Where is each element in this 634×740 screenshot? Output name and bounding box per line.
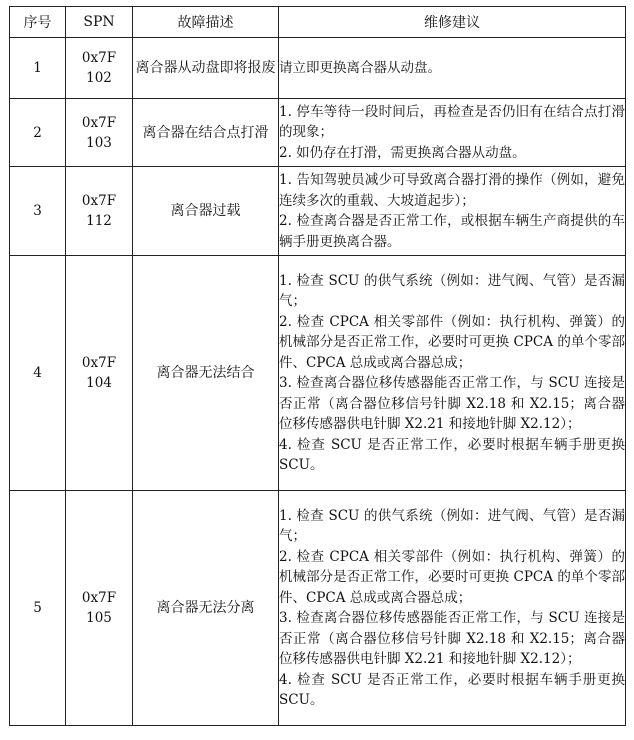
row-description: 离合器从动盘即将报废 [133,38,279,99]
advice-line: 1. 停车等待一段时间后，再检查是否仍旧有在结合点打滑的现象； [279,103,625,141]
fault-code-table [9,6,626,726]
spn-code: 105 [86,610,112,626]
spn-code: 112 [86,213,112,229]
row-advice [279,99,626,167]
row-spn [66,491,133,726]
spn-code: 103 [86,134,112,151]
row-description: 离合器无法结合 [133,256,279,491]
advice-line: 请立即更换离合器从动盘。 [279,59,441,76]
advice-line: 3. 检查离合器位移传感器能否正常工作，与 SCU 连接是否正常（离合器位移信号针脚 X2.18 和 X2.15；离合器位移传感器供电针脚 X2.21 和接地针脚 X2.12）； [279,610,625,667]
row-advice [279,167,626,256]
spn-prefix: 0x7F [81,193,117,209]
table-row [10,38,626,99]
header-description: 故障描述 [133,7,279,38]
table-row [10,491,626,726]
spn-prefix: 0x7F [81,590,117,606]
header-spn: SPN [66,7,133,38]
row-description: 离合器过载 [133,167,279,256]
advice-line: 1. 检查 SCU 的供气系统（例如：进气阀、气管）是否漏气； [279,272,625,309]
row-index: 4 [10,256,66,491]
advice-line: 4. 检查 SCU 是否正常工作，必要时根据车辆手册更换 SCU。 [279,436,625,473]
spn-prefix: 0x7F [81,114,117,131]
row-advice [279,38,626,99]
row-spn [66,167,133,256]
advice-line: 2. 检查 CPCA 相关零部件（例如：执行机构、弹簧）的机械部分是否正常工作，必要时可更换 CPCA 的单个零部件、CPCA 总成或离合器总成； [279,548,625,606]
row-description: 离合器无法分离 [133,491,279,726]
row-advice [279,491,626,726]
advice-line: 1. 告知驾驶员减少可导致离合器打滑的操作（例如，避免连续多次的重载、大坡道起步）； [279,172,625,209]
advice-line: 3. 检查离合器位移传感器能否正常工作，与 SCU 连接是否正常（离合器位移信号针脚 X2.18 和 X2.15；离合器位移传感器供电针脚 X2.21 和接地针脚 X2.12）； [279,375,625,432]
advice-line: 4. 检查 SCU 是否正常工作，必要时根据车辆手册更换 SCU。 [279,671,625,708]
row-spn [66,99,133,167]
row-spn [66,38,133,99]
table-row [10,99,626,167]
header-index: 序号 [10,7,66,38]
table-row [10,167,626,256]
row-description: 离合器在结合点打滑 [133,99,279,167]
row-index: 1 [10,38,66,99]
advice-line: 1. 检查 SCU 的供气系统（例如：进气阀、气管）是否漏气； [279,507,625,544]
advice-line: 2. 检查离合器是否正常工作，或根据车辆生产商提供的车辆手册更换离合器。 [279,213,625,250]
row-spn [66,256,133,491]
row-advice [279,256,626,491]
table-row [10,256,626,491]
row-index: 2 [10,99,66,167]
header-advice: 维修建议 [279,7,626,38]
row-index: 3 [10,167,66,256]
spn-prefix: 0x7F [81,355,117,371]
spn-prefix: 0x7F [81,50,117,66]
advice-line: 2. 检查 CPCA 相关零部件（例如：执行机构、弹簧）的机械部分是否正常工作，必要时可更换 CPCA 的单个零部件、CPCA 总成或离合器总成； [279,313,625,371]
advice-line: 2. 如仍存在打滑，需更换离合器从动盘。 [279,144,526,161]
spn-code: 104 [86,375,112,391]
table-header-row [10,7,626,38]
row-index: 5 [10,491,66,726]
spn-code: 102 [86,70,112,86]
